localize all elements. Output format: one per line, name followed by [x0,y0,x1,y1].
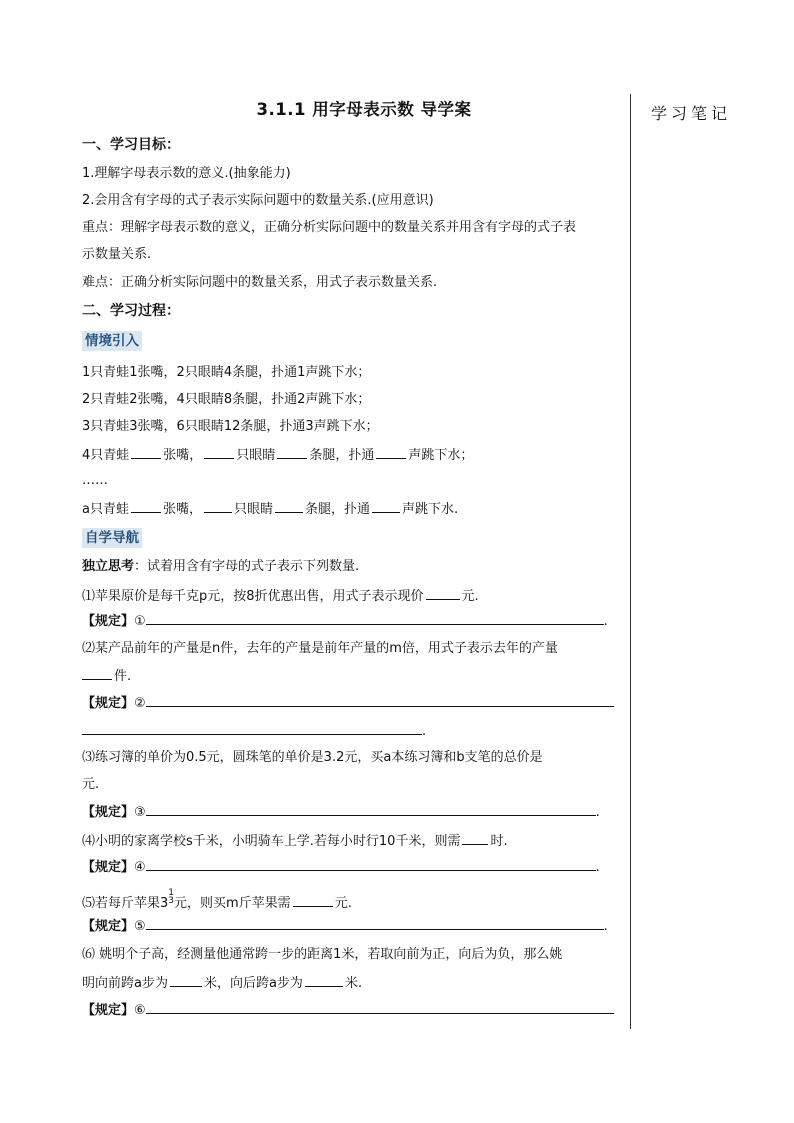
rule-3 [82,803,600,822]
rule-label: 【规定】 [82,805,135,820]
frog4-part-b: 张嘴， [163,448,203,463]
frog-line-1: 1只青蛙1张嘴，2只眼睛4条腿，扑通1声跳下水； [82,365,371,380]
rule-number: ③ [134,805,146,820]
frog4-part-e: 声跳下水； [408,448,474,463]
difficulty: 难点：正确分析实际问题中的数量关系，用式子表示数量关系. [82,275,438,290]
q5-unit: 元. [334,896,352,911]
notes-title: 学习笔记 [651,104,732,123]
period: . [595,805,600,820]
rule-label: 【规定】 [82,1003,135,1018]
question-4 [82,831,508,851]
section1-heading: 一、学习目标： [82,137,180,153]
frog-line-4 [82,445,473,465]
blank[interactable] [131,499,161,513]
blank[interactable] [277,445,307,459]
question-5 [82,889,352,913]
froga-part-b: 张嘴， [162,502,202,517]
key-point-line1: 重点：理解字母表示数的意义，正确分析实际问题中的数量关系并用含有字母的式子表 [82,220,577,235]
frog-line-3: 3只青蛙3张嘴，6只眼睛12条腿，扑通3声跳下水； [82,419,379,434]
rule-6 [82,1001,614,1020]
question-2-line1: ⑵某产品前年的产量是n件，去年的产量是前年产量的m倍，用式子表示去年的产量 [82,641,558,656]
frog4-part-c: 只眼睛 [236,448,276,463]
question-3-line2: 元. [82,777,100,792]
answer-blank[interactable] [426,586,460,600]
q1-unit: 元. [461,589,479,604]
answer-line[interactable] [146,612,604,625]
goal-2: 2.会用含有字母的式子表示实际问题中的数量关系.(应用意识) [82,193,434,208]
froga-part-a: a只青蛙 [82,502,129,517]
blank[interactable] [204,445,234,459]
frog-line-2: 2只青蛙2张嘴，4只眼睛8条腿，扑通2声跳下水； [82,392,371,407]
q5-text-b: 元，则买m斤苹果需 [174,896,291,911]
tag-situation: 情境引入 [82,331,142,351]
goal-1: 1.理解字母表示数的意义.(抽象能力) [82,166,291,181]
rule-number: ⑤ [134,919,146,934]
think-label: 独立思考 [82,559,135,574]
tag-self-study: 自学导航 [82,528,142,548]
main-content [82,98,626,122]
think-line [82,558,359,576]
answer-line[interactable] [146,1001,614,1014]
q1-text: ⑴苹果原价是每千克p元，按8折优惠出售，用式子表示现价 [82,589,424,604]
blank[interactable] [204,499,232,513]
q4-text: ⑷小明的家离学校s千米，小明骑车上学.若每小时行10千米，则需 [82,834,461,849]
rule-number: ② [134,696,146,711]
period: . [422,724,427,739]
rule-1 [82,612,608,631]
blank[interactable] [275,499,303,513]
answer-line[interactable] [146,858,596,871]
blank[interactable] [131,445,161,459]
period: . [603,919,608,934]
answer-blank[interactable] [462,831,488,845]
q4-unit: 时. [490,834,508,849]
rule-number: ⑥ [134,1003,146,1018]
frog4-part-d: 条腿，扑通 [309,448,375,463]
answer-blank[interactable] [305,973,343,987]
rule-number: ④ [134,860,146,875]
rule-2 [82,694,614,713]
rule-5 [82,917,608,936]
answer-blank[interactable] [82,666,112,680]
question-2-line2 [82,666,131,686]
q2-unit: 件. [114,669,132,684]
fraction-denominator: 3 [168,896,175,906]
rule-label: 【规定】 [82,696,135,711]
question-6-line1: ⑹ 姚明个子高，经测量他通常跨一步的距离1米，若取向前为正，向后为负，那么姚 [82,947,563,962]
q6-text-b: 米，向后跨a步为 [203,976,303,991]
rule-label: 【规定】 [82,919,135,934]
rule-2-continued [82,722,426,741]
question-6-line2 [82,973,362,993]
q5-text: ⑸若每斤苹果3 [82,896,169,911]
think-text: ：试着用含有字母的式子表示下列数量. [134,559,360,574]
blank[interactable] [376,445,406,459]
frog-line-a [82,499,458,519]
answer-line[interactable] [146,694,614,707]
question-1 [82,586,479,606]
notes-divider [630,94,631,1029]
frog4-part-a: 4只青蛙 [82,448,130,463]
froga-part-d: 条腿，扑通 [305,502,371,517]
page-title: 3.1.1 用字母表示数 导学案 [256,100,472,119]
blank[interactable] [372,499,400,513]
rule-label: 【规定】 [82,614,135,629]
period: . [603,614,608,629]
q6-unit: 米. [344,976,363,991]
key-point-line2: 示数量关系. [82,247,152,262]
answer-blank[interactable] [293,893,333,907]
froga-part-c: 只眼睛 [233,502,273,517]
answer-line[interactable] [146,917,604,930]
answer-line[interactable] [82,722,422,735]
rule-number: ① [134,614,146,629]
froga-part-e: 声跳下水. [402,502,459,517]
ellipsis: …… [82,473,108,488]
question-3-line1: ⑶练习簿的单价为0.5元，圆珠笔的单价是3.2元，买a本练习簿和b支笔的总价是 [82,750,543,765]
answer-line[interactable] [146,803,596,816]
rule-4 [82,858,600,877]
q6-text-a: 明向前跨a步为 [82,976,168,991]
fraction-numerator: 1 [168,888,175,898]
answer-blank[interactable] [170,973,202,987]
period: . [595,860,600,875]
rule-label: 【规定】 [82,860,135,875]
section2-heading: 二、学习过程： [82,303,180,319]
